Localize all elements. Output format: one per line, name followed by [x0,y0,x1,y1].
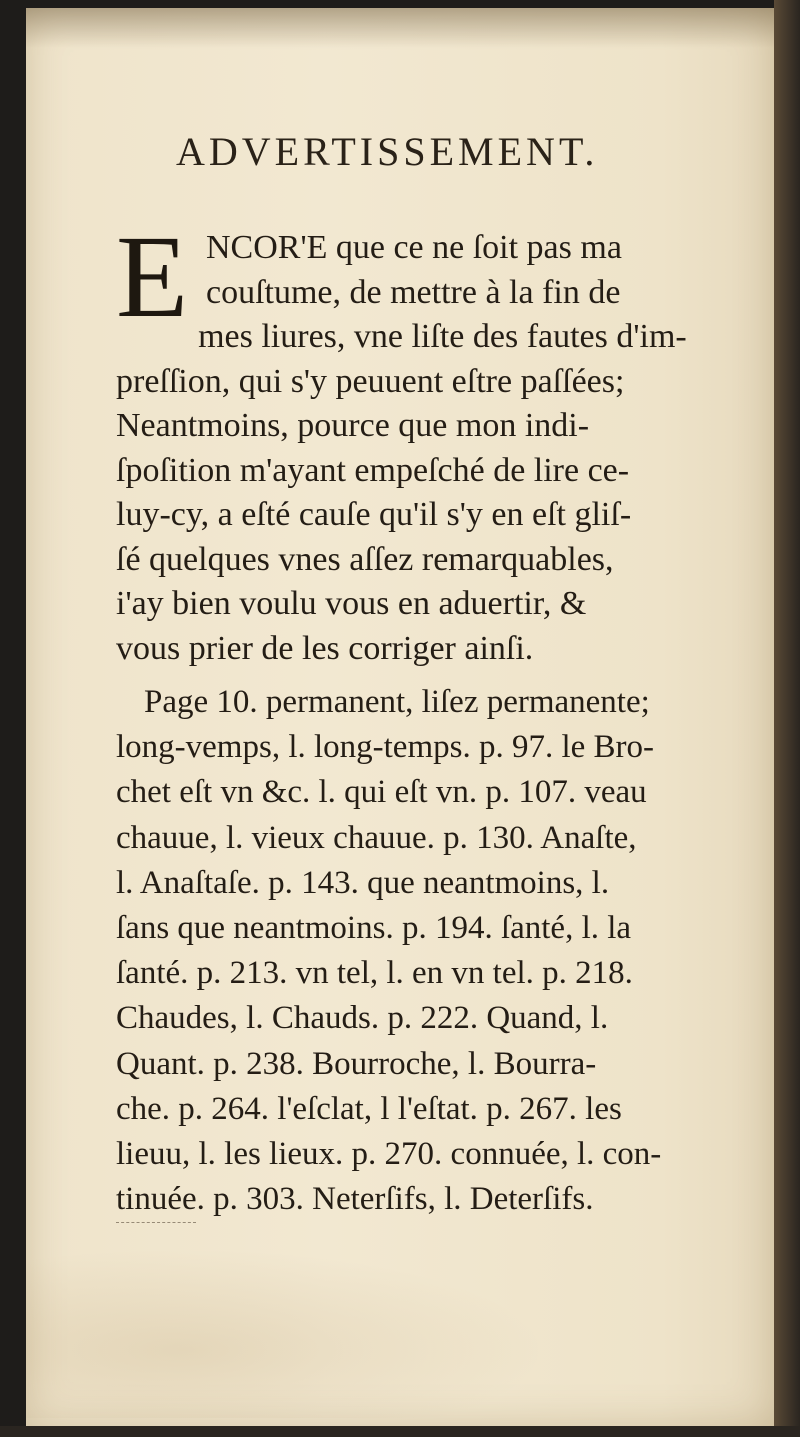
errata-line: tinuée. p. 303. Neterſifs, l. Deterſifs. [116,1181,594,1218]
paragraph-line: ſpoſition m'ayant empeſché de lire ce- [116,451,630,489]
errata-line: Quant. p. 238. Bourroche, l. Bourra- [116,1045,597,1082]
lead-line: couſtume, de mettre à la fin de [206,273,621,311]
errata-line: Page 10. permanent, liſez permanente; [144,684,650,720]
paragraph-line: vous prier de les corriger ainſi. [116,629,534,667]
errata-line: lieuu, l. les lieux. p. 270. connuée, l. con- [116,1135,662,1172]
errata-list [116,680,756,1222]
book-page [26,8,774,1426]
errata-line: che. p. 264. l'eſclat, l l'eſtat. p. 267. les [116,1090,622,1127]
errata-line: chet eſt vn &c. l. qui eſt vn. p. 107. veau [116,774,647,811]
paragraph-line: mes liures, vne liſte des fautes d'im- [198,318,687,355]
errata-line: ſanté. p. 213. vn tel, l. en vn tel. p. 218. [116,955,633,992]
paragraph-line: Neantmoins, pource que mon indi- [116,407,590,444]
paragraph-line: preſſion, qui s'y peuuent eſtre paſſées; [116,362,625,400]
paragraph-line: i'ay bien voulu vous en aduertir, & [116,585,587,622]
lead-line: NCOR'E que ce ne ſoit pas ma [206,229,622,266]
drop-cap: E [116,211,189,342]
notice-paragraph [116,211,736,671]
errata-line: chauue, l. vieux chauue. p. 130. Anaſte, [116,819,637,856]
book-spine-edge [774,0,800,1437]
errata-line: ſans que neantmoins. p. 194. ſanté, l. la [116,909,632,946]
errata-line: l. Anaſtaſe. p. 143. que neantmoins, l. [116,864,610,901]
paragraph-line: luy-cy, a eſté cauſe qu'il s'y en eſt gliſ- [116,496,632,533]
errata-line: Chaudes, l. Chauds. p. 222. Quand, l. [116,1000,609,1037]
paragraph-line: ſé quelques vnes aſſez remarquables, [116,540,614,578]
underline-mark [116,1222,196,1223]
errata-line: long-vemps, l. long-temps. p. 97. le Bro- [116,729,655,766]
page-bottom-edge [0,1426,800,1437]
page-heading: ADVERTISSEMENT. [176,129,599,174]
paper-stain [26,1248,546,1418]
